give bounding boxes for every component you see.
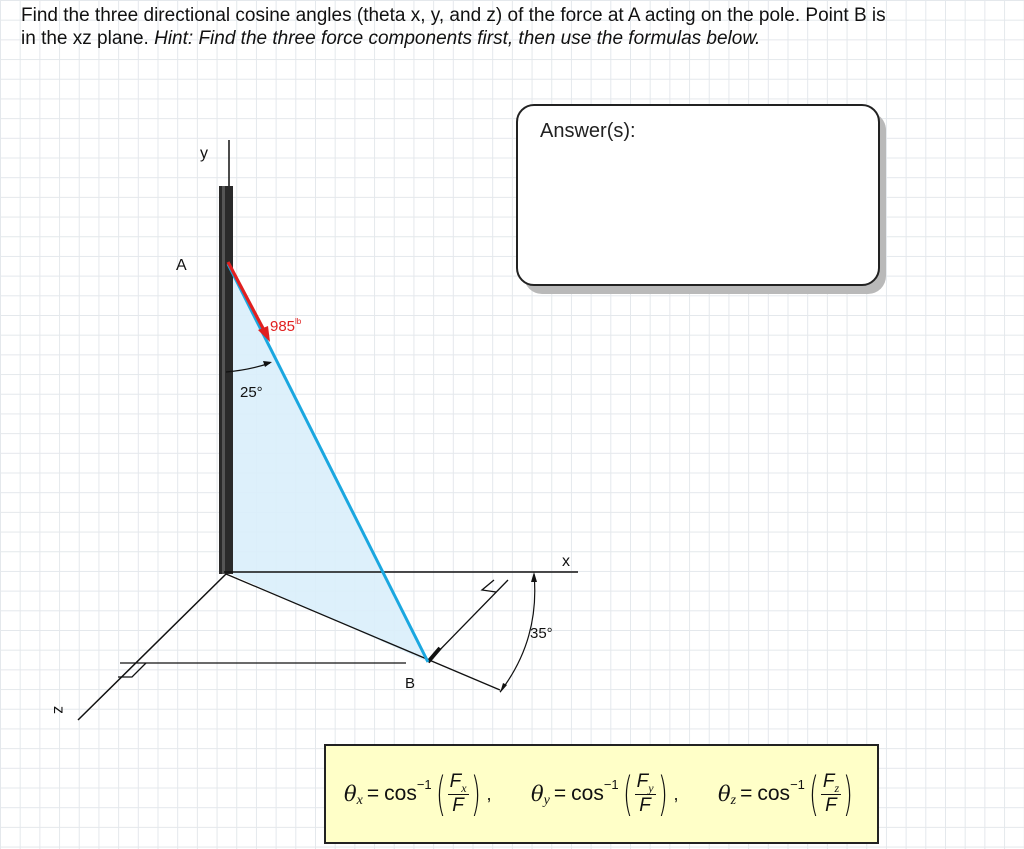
numerator-subscript: x <box>461 781 467 795</box>
numerator-f: F <box>636 771 649 792</box>
label-angle-25: 25° <box>240 384 263 401</box>
open-paren: ( <box>808 767 819 821</box>
denominator: F <box>825 795 837 816</box>
label-y: y <box>200 145 208 162</box>
numerator <box>821 771 841 795</box>
denominator: F <box>452 795 464 816</box>
label-z: z <box>50 706 67 714</box>
inverse-superscript: −1 <box>790 776 805 792</box>
numerator <box>448 771 469 795</box>
equals-sign: = <box>740 782 753 805</box>
fraction <box>448 771 469 817</box>
inverse-superscript: −1 <box>416 776 432 792</box>
theta-symbol: θ <box>344 782 357 806</box>
open-paren: ( <box>622 767 633 821</box>
pole-highlight <box>222 186 225 574</box>
denominator: F <box>639 795 651 816</box>
theta-symbol: θ <box>718 782 731 806</box>
numerator-subscript: y <box>648 781 654 795</box>
theta-subscript: z <box>730 793 737 808</box>
formula-z <box>718 746 859 842</box>
equals-sign: = <box>366 782 380 805</box>
formula-box <box>324 744 879 844</box>
theta-subscript: x <box>356 793 363 808</box>
close-paren: ) <box>657 767 668 821</box>
separator: , <box>486 783 492 804</box>
cos-text: cos <box>757 782 791 805</box>
arc-arrow-top <box>531 572 537 582</box>
theta-subscript: y <box>543 793 550 808</box>
right-angle-mark-z <box>118 663 146 677</box>
problem-hint: Hint: Find the three force components first, then use the formulas below. <box>154 28 761 49</box>
label-a: A <box>176 257 187 274</box>
formula-y <box>531 746 679 842</box>
close-paren: ) <box>470 767 481 821</box>
force-value: 985 <box>270 318 296 335</box>
cos-text: cos <box>384 782 417 805</box>
z-axis <box>78 574 226 720</box>
numerator-f: F <box>822 771 835 792</box>
formula-x <box>344 746 492 842</box>
anchor-b <box>428 648 440 662</box>
label-force <box>270 317 302 335</box>
equals-sign: = <box>553 782 567 805</box>
arc-arrow-bottom <box>500 683 507 693</box>
separator: , <box>673 783 679 804</box>
numerator <box>635 771 656 795</box>
right-angle-mark-x <box>482 580 496 592</box>
label-angle-35: 35° <box>530 625 553 642</box>
close-paren: ) <box>843 767 854 821</box>
force-unit: lb <box>295 317 302 326</box>
pole <box>219 186 233 574</box>
label-x: x <box>562 553 570 570</box>
inverse-superscript: −1 <box>603 776 619 792</box>
fraction <box>635 771 656 817</box>
cos-text: cos <box>571 782 604 805</box>
problem-text: Find the three directional cosine angles (theta x, y, and z) of the force at A acting on the pole. Point B is in the xz plane. <box>21 5 886 49</box>
theta-symbol: θ <box>531 782 544 806</box>
fraction <box>821 771 841 817</box>
numerator-subscript: z <box>834 781 840 795</box>
answer-label: Answer(s): <box>540 120 636 142</box>
numerator-f: F <box>449 771 462 792</box>
b-perpendicular <box>430 580 508 660</box>
label-b: B <box>405 675 416 692</box>
open-paren: ( <box>435 767 446 821</box>
